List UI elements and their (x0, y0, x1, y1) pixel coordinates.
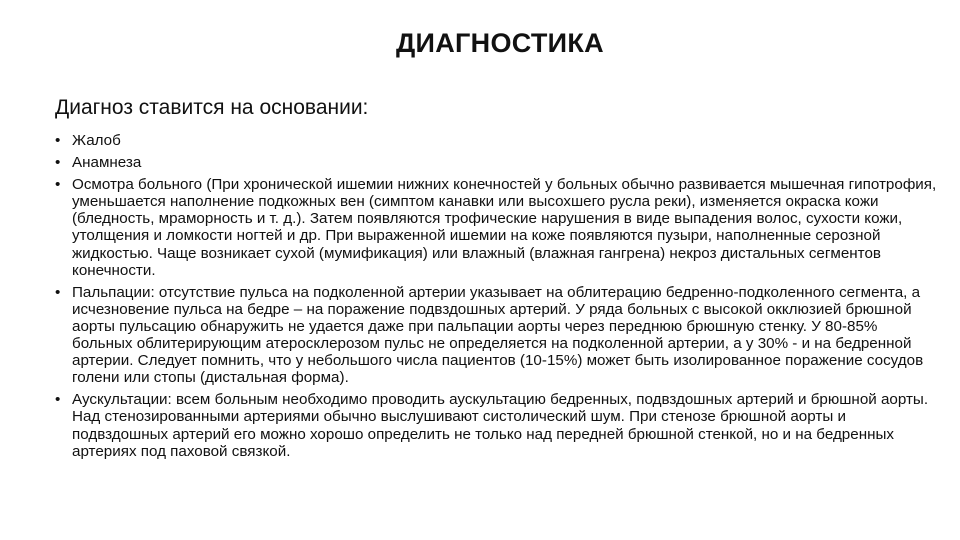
list-item-text: Пальпации: отсутствие пульса на подколенной артерии указывает на облитерацию бедренно-подколенного сегмента, а исчезновение пульса на бедре – на поражение подвздошных артерий. У ряда больных с высокой окклюзией брюшной аорты пульсацию обнаружить не удается даже при пальпации аорты через переднюю брюшную стенку. У 80-85% больных облитерирующим атеросклерозом пульс не определяется на подколенной артерии, а у 30% - и на бедренной артерии. Следует помнить, что у небольшого числа пациентов (10-15%) может быть изолированное поражение сосудов голени или стопы (дистальная форма). (72, 283, 924, 387)
intro-text: Диагноз ставится на основании: (55, 96, 369, 119)
diagnosis-list (55, 132, 940, 465)
bullet-icon: • (55, 154, 61, 172)
bullet-icon: • (55, 176, 61, 194)
list-item-palpation (55, 284, 940, 387)
list-item-text: Анамнеза (72, 154, 142, 172)
list-item-text: Жалоб (72, 132, 121, 149)
bullet-icon: • (55, 132, 61, 149)
list-item-auscultation (55, 391, 940, 459)
list-item-text: Осмотра больного (При хронической ишемии нижних конечностей у больных обычно развивается мышечная гипотрофия, уменьшается наполнение подкожных вен (симптом канавки или высохшего русла реки), изменяется окраска кожи (бледность, мраморность и т. д.). Затем появляются трофические нарушения в виде выпадения волос, сухости кожи, утолщения и ломкости ногтей и др. При выраженной ишемии на коже появляются пузыри, наполненные серозной жидкостью. Чаще возникает сухой (мумификация) или влажный (влажная гангрена) некроз дистальных сегментов конечности. (72, 176, 937, 279)
list-item-text: Аускультации: всем больным необходимо проводить аускультацию бедренных, подвздошных артерий и брюшной аорты. Над стенозированными артериями обычно выслушивают систолический шум. При стенозе брюшной аорты и подвздошных артерий его можно хорошо определить не только над передней брюшной стенкой, но и на бедренных артериях под паховой связкой. (72, 391, 929, 460)
bullet-icon: • (55, 391, 61, 409)
list-item-anamnesis (55, 154, 940, 171)
list-item-examination (55, 176, 940, 279)
list-item-complaints (55, 132, 940, 149)
slide-title: ДИАГНОСТИКА (396, 28, 604, 58)
bullet-icon: • (55, 283, 61, 301)
